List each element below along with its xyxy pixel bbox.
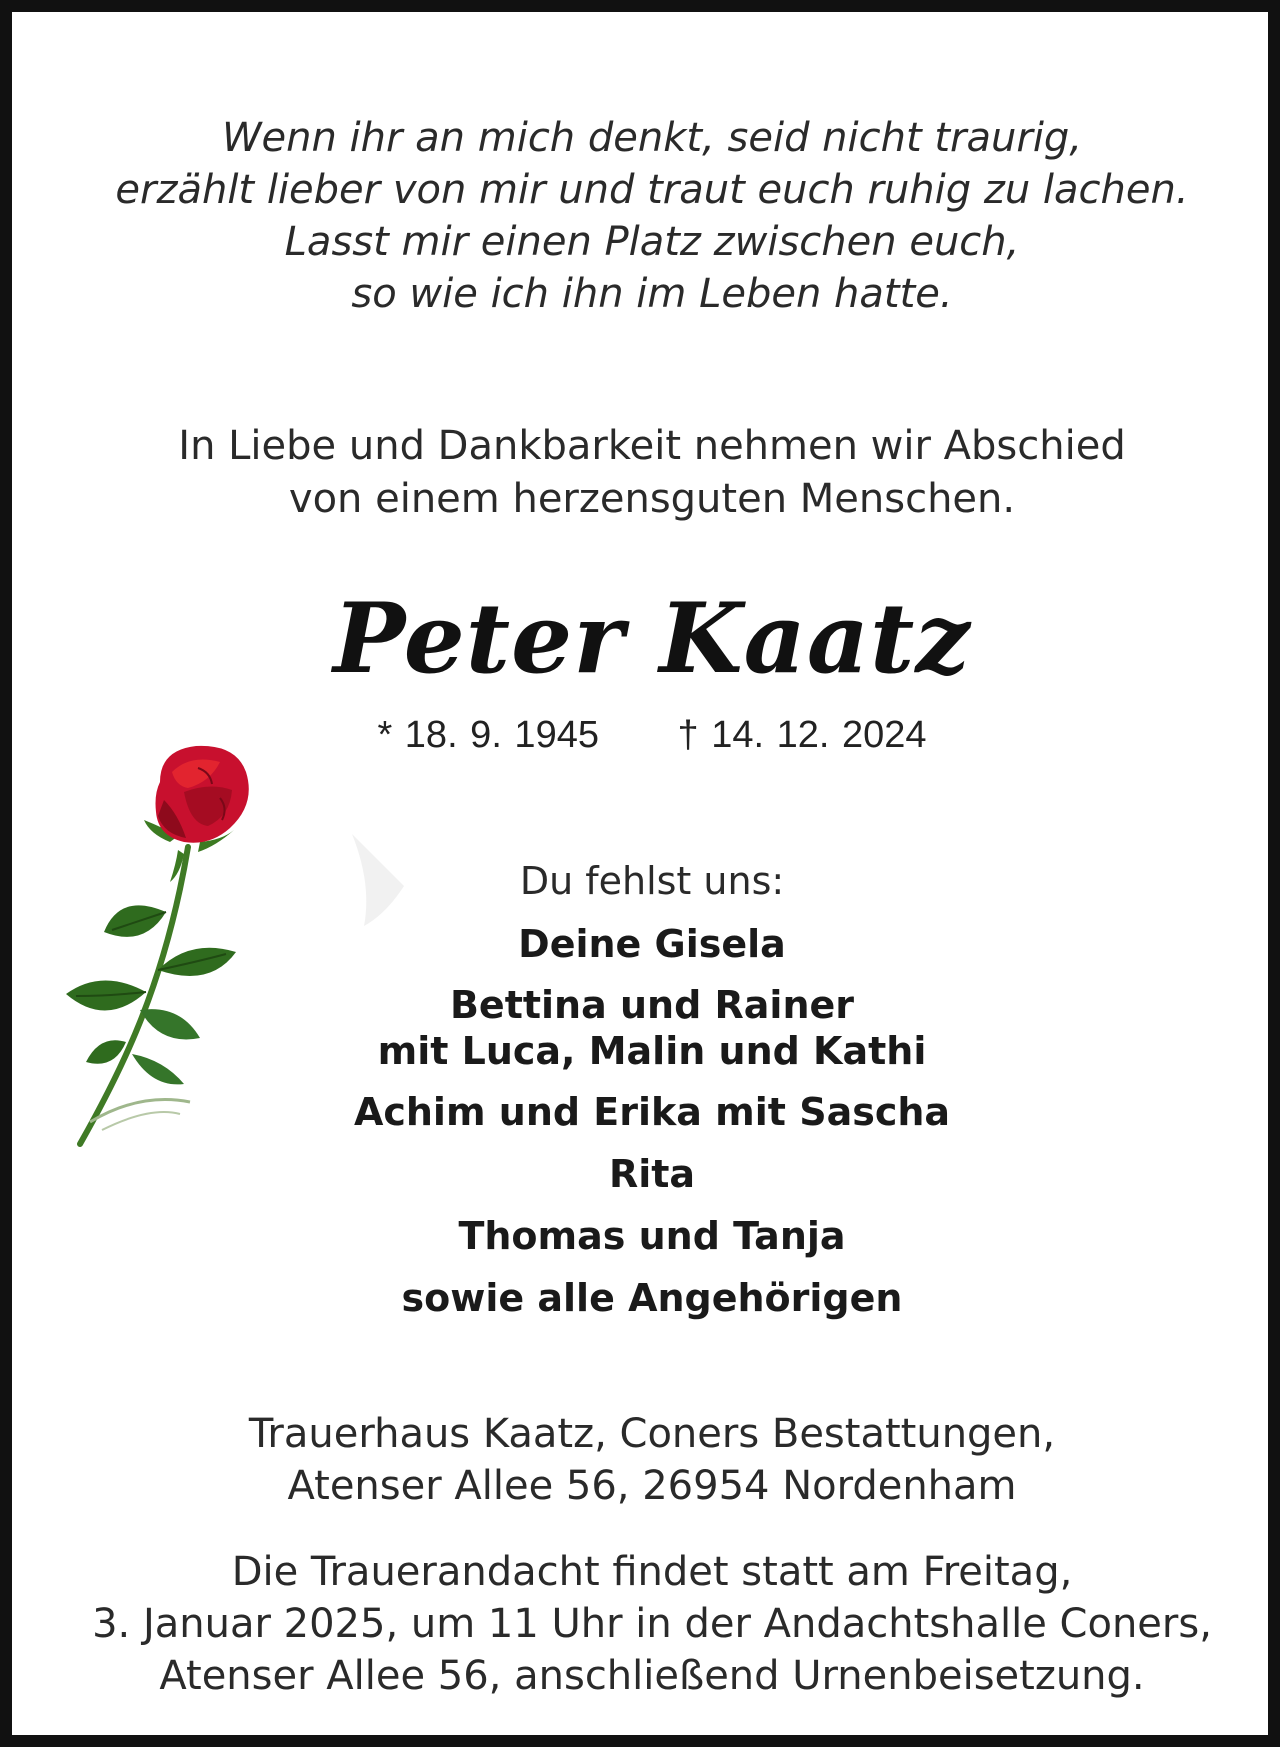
poem-line: so wie ich ihn im Leben hatte. [351,271,953,317]
service-line: 3. Januar 2025, um 11 Uhr in der Andachtshalle Coners, [92,1601,1212,1647]
mourner-group [24,1212,1280,1260]
address-line: Atenser Allee 56, 26954 Nordenham [287,1463,1017,1509]
mourner-line: Deine Gisela [518,922,786,966]
mourner-group [24,1150,1280,1198]
poem [24,112,1280,320]
mourner-line: Rita [608,1152,696,1196]
birth-date: * 18. 9. 1945 [377,714,599,756]
missing-heading: Du fehlst uns: [519,859,785,903]
poem-line: Wenn ihr an mich denkt, seid nicht traurig, [221,115,1083,161]
mourner-group [24,1274,1280,1322]
intro-line: In Liebe und Dankbarkeit nehmen wir Abschied [178,423,1126,469]
poem-line: erzählt lieber von mir und traut euch ruhig zu lachen. [115,167,1189,213]
funeral-home-address [24,1408,1280,1512]
mourner-line: mit Luca, Malin und Kathi [377,1029,927,1073]
poem-line: Lasst mir einen Platz zwischen euch, [284,219,1020,265]
obituary-content [24,24,1280,1747]
service-details [24,1546,1280,1702]
mourner-group [24,982,1280,1074]
intro-text [24,420,1280,526]
mourner-line: Bettina und Rainer [449,983,855,1027]
intro-line: von einem herzensguten Menschen. [288,476,1016,522]
mourner-line: Thomas und Tanja [458,1214,846,1258]
service-line: Atenser Allee 56, anschließend Urnenbeisetzung. [159,1653,1145,1699]
mourner-line: Achim und Erika mit Sascha [353,1090,951,1134]
address-line: Trauerhaus Kaatz, Coners Bestattungen, [248,1411,1056,1457]
death-date: † 14. 12. 2024 [677,714,927,756]
service-line: Die Trauerandacht findet statt am Freitag, [231,1549,1073,1595]
mourner-group [24,1088,1280,1136]
deceased-name: Peter Kaatz [333,582,971,695]
mourners-list [24,920,1280,1336]
mourner-line: sowie alle Angehörigen [401,1276,903,1320]
mourner-group [24,920,1280,968]
